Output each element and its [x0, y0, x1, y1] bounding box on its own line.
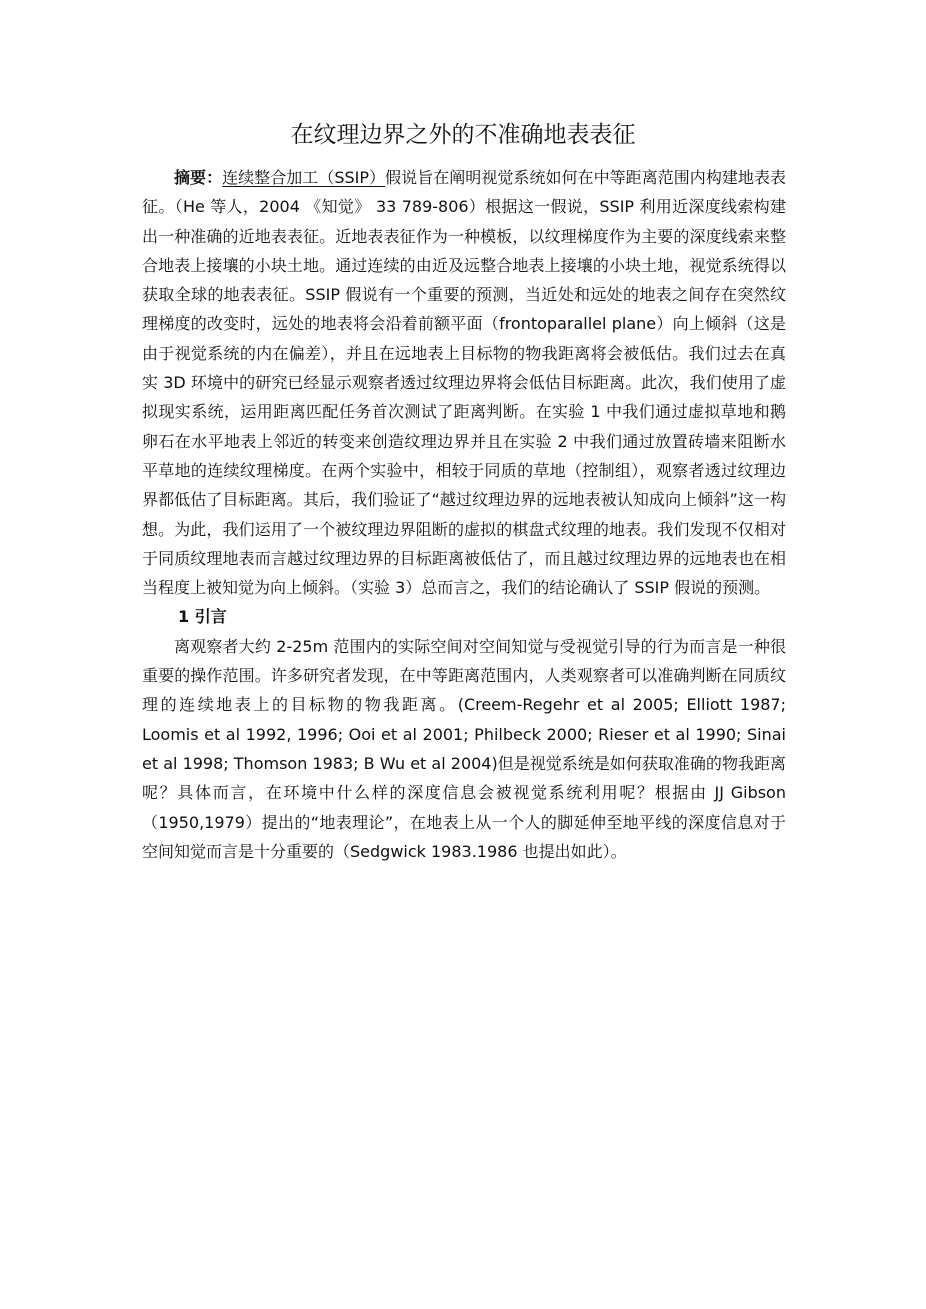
- abstract-label: 摘要：: [174, 168, 223, 187]
- page-title: 在纹理边界之外的不准确地表表征: [290, 122, 636, 148]
- ssip-link[interactable]: 连续整合加工（SSIP）: [222, 168, 386, 187]
- abstract-text: 假说旨在阐明视觉系统如何在中等距离范围内构建地表表征。（He 等人，2004 《知觉》 33 789-806）根据这一假说，SSIP 利用近深度线索构建出一种准确的近地表表征。近地表表征作为一种模板，以纹理梯度作为主要的深度线索来整合地表上接壤的小块土地。通过连续的由近及远整合地表上接壤的小块土地，视觉系统得以获取全球的地表表征。SSIP 假说有一个重要的预测，当近处和远处的地表之间存在突然纹理梯度的改变时，远处的地表将会沿着前额平面（frontoparallel plane）向上倾斜（这是由于视觉系统的内在偏差），并且在远地表上目标物的物我距离将会被低估。我们过去在真实 3D 环境中的研究已经显示观察者透过纹理边界将会低估目标距离。此次，我们使用了虚拟现实系统，运用距离匹配任务首次测试了距离判断。在实验 1 中我们通过虚拟草地和鹅卵石在水平地表上邻近的转变来创造纹理边界并且在实验 2 中我们通过放置砖墙来阻断水平草地的连续纹理梯度。在两个实验中，相较于同质的草地（控制组），观察者透过纹理边界都低估了目标距离。其后，我们验证了“越过纹理边界的远地表被认知成向上倾斜”这一构想。为此，我们运用了一个被纹理边界阻断的虚拟的棋盘式纹理的地表。我们发现不仅相对于同质纹理地表而言越过纹理边界的目标距离被低估了，而且越过纹理边界的远地表也在相当程度上被知觉为向上倾斜。（实验 3）总而言之，我们的结论确认了 SSIP 假说的预测。: [142, 168, 786, 598]
- document-body: [142, 163, 786, 866]
- introduction-paragraph: 离观察者大约 2-25m 范围内的实际空间对空间知觉与受视觉引导的行为而言是一种很重要的操作范围。许多研究者发现，在中等距离范围内，人类观察者可以准确判断在同质纹理的连续地表上的目标物的物我距离。(Creem-Regehr et al 2005; Elliott 1987; Loomis et al 1992, 1996; Ooi et al 2001; Philbeck 2000; Rieser et al 1990; Sinai et al 1998; Thomson 1983; B Wu et al 2004)但是视觉系统是如何获取准确的物我距离呢？具体而言，在环境中什么样的深度信息会被视觉系统利用呢？根据由 JJ Gibson（1950,1979）提出的“地表理论”，在地表上从一个人的脚延伸至地平线的深度信息对于空间知觉而言是十分重要的（Sedgwick 1983.1986 也提出如此）。: [142, 636, 786, 861]
- abstract-paragraph: [142, 163, 786, 602]
- section-heading-introduction: 1 引言: [178, 607, 227, 627]
